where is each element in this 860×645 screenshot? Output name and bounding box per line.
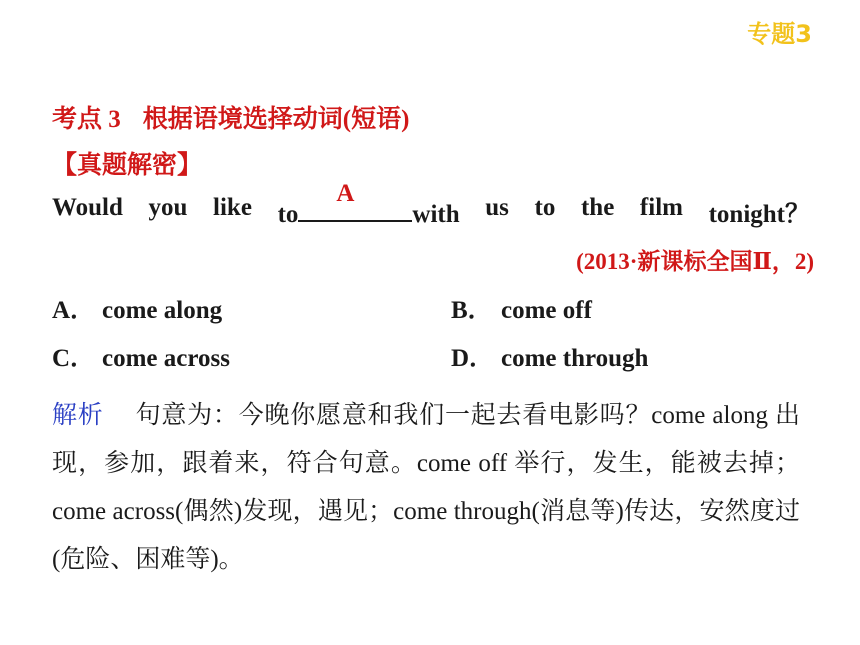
option-c <box>52 338 230 374</box>
option-letter: D． <box>451 345 495 372</box>
question-word: Would <box>52 194 123 221</box>
question-word: like <box>213 194 252 221</box>
question-word: you <box>148 194 188 221</box>
analysis-text: 句意为：今晚你愿意和我们一起去看电影吗？come along 出现，参加，跟着来，符合句意。come off 举行，发生，能被去掉；come across(偶然)发现，遇见；come through(消息等)传达，安然度过(危险、困难等)。 <box>52 402 800 573</box>
option-text: come through <box>501 345 649 372</box>
analysis-label: 解析 <box>52 402 104 429</box>
option-b <box>451 290 592 326</box>
question-word: film <box>639 194 683 221</box>
analysis-paragraph <box>52 392 800 584</box>
option-letter: A． <box>52 297 96 324</box>
question-word-with-blank <box>277 180 460 230</box>
section-heading <box>52 99 409 135</box>
question-word: with <box>412 201 460 228</box>
question-word: us <box>485 194 509 221</box>
topic-label: 专题3 <box>747 20 812 48</box>
section-title: 根据语境选择动词(短语) <box>142 106 410 133</box>
question-sentence <box>52 180 810 230</box>
option-letter: C． <box>52 345 96 372</box>
option-a <box>52 290 222 326</box>
option-text: come across <box>102 345 230 372</box>
option-d <box>451 338 648 374</box>
section-number: 考点 3 <box>52 106 121 133</box>
answer-blank <box>298 180 412 222</box>
question-word: the <box>580 194 615 221</box>
question-word: to <box>534 194 556 221</box>
option-text: come off <box>501 297 592 324</box>
answer-letter: A <box>336 180 355 207</box>
question-word: tonight？ <box>708 201 810 228</box>
exam-tag: 【真题解密】 <box>52 152 203 179</box>
question-word: to <box>277 201 299 228</box>
question-source: (2013·新课标全国Ⅱ，2) <box>576 249 814 274</box>
option-text: come along <box>102 297 223 324</box>
option-letter: B． <box>451 297 493 324</box>
